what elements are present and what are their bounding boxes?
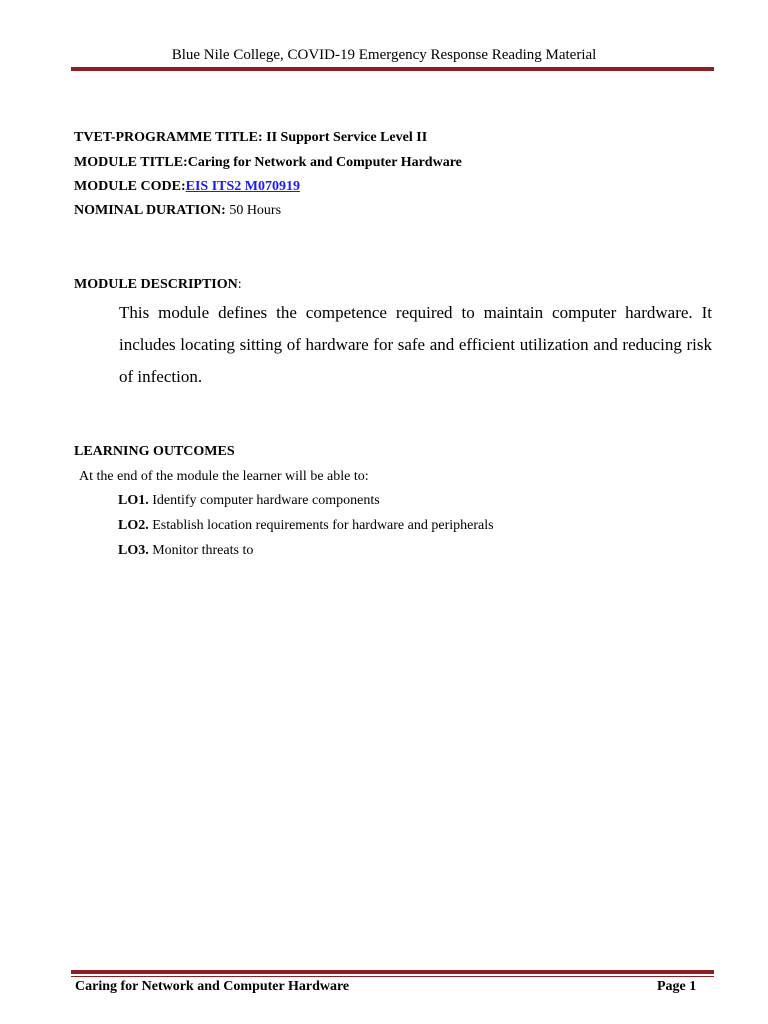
outcome-code: LO3.	[118, 543, 149, 558]
module-title-label: MODULE TITLE:	[74, 155, 188, 170]
page-header-title: Blue Nile College, COVID-19 Emergency Response Reading Material	[171, 47, 597, 63]
footer-rule-thick	[71, 970, 714, 974]
programme-title-line	[74, 129, 427, 147]
nominal-duration-value: 50 Hours	[225, 203, 282, 218]
list-item	[118, 492, 380, 510]
programme-title-label: TVET-PROGRAMME TITLE:	[74, 130, 263, 145]
footer-document-title: Caring for Network and Computer Hardware	[75, 979, 350, 994]
outcome-code: LO1.	[118, 493, 149, 508]
header-rule	[71, 67, 714, 71]
module-description-text: This module defines the competence required to maintain computer hardware. It includes locating sitting of hardware for safe and efficient utilization and reducing risk of infection.	[119, 303, 712, 386]
outcome-text: Monitor threats to	[148, 543, 254, 558]
nominal-duration-line	[74, 202, 281, 220]
nominal-duration-label: NOMINAL DURATION:	[74, 203, 226, 218]
list-item	[118, 542, 253, 560]
footer-rule-thin	[71, 976, 714, 977]
module-title-line	[74, 154, 462, 172]
learning-outcomes-intro: At the end of the module the learner will be able to:	[79, 469, 369, 484]
outcome-text: Identify computer hardware components	[148, 493, 380, 508]
module-code-line	[74, 178, 300, 196]
module-description-heading-line	[74, 276, 242, 294]
list-item	[118, 517, 494, 535]
footer-page-number: Page 1	[657, 979, 697, 994]
module-title-value: Caring for Network and Computer Hardware	[187, 155, 462, 170]
module-code-link[interactable]: EIS ITS2 M070919	[185, 179, 300, 194]
module-code-label: MODULE CODE:	[74, 179, 186, 194]
programme-title-value: II Support Service Level II	[262, 130, 428, 145]
outcome-code: LO2.	[118, 518, 149, 533]
learning-outcomes-heading: LEARNING OUTCOMES	[74, 444, 235, 459]
module-description-heading: MODULE DESCRIPTION	[74, 277, 238, 292]
outcome-text: Establish location requirements for hardware and peripherals	[148, 518, 494, 533]
module-description-colon: :	[237, 277, 242, 292]
